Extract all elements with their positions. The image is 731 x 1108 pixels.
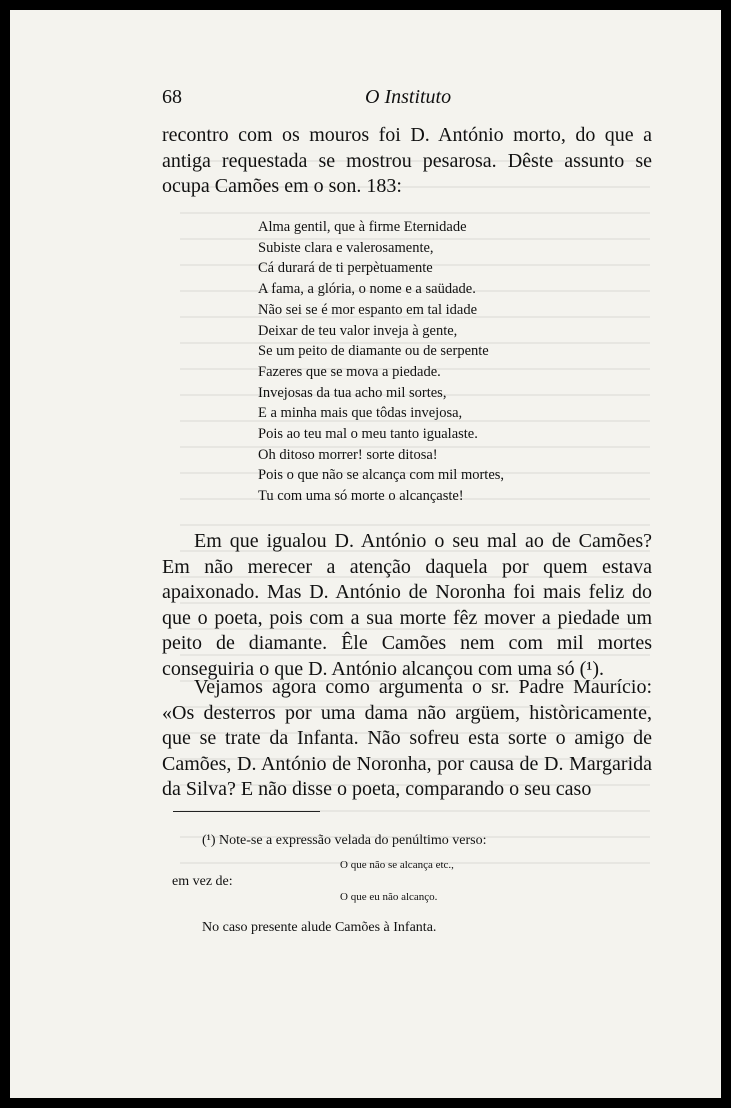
poem-line: Deixar de teu valor inveja à gente, — [258, 322, 458, 339]
running-title: O Instituto — [365, 86, 452, 108]
footnote-quote-2: O que eu não alcanço. — [340, 891, 438, 903]
poem-line: Alma gentil, que à firme Eternidade — [258, 219, 467, 235]
footnote-conclusion: No caso presente alude Camões à Infanta. — [202, 920, 437, 935]
poem-line: A fama, a glória, o nome e a saüdade. — [258, 281, 476, 298]
poem-line: Oh ditoso morrer! sorte ditosa! — [258, 446, 438, 463]
footnote-note: (¹) Note-se a expressão velada do penúltimo verso: — [202, 833, 487, 848]
paragraph-2-text: Em que igualou D. António o seu mal ao de Camões? Em não merecer a atenção daquela por quem estava apaixonado. Mas D. António de Noronha foi mais feliz do que o poeta, pois com a sua morte fêz mover a piedade um peito de diamante. Êle Camões nem com mil mortes conseguiria o que D. António alcançou com uma só (¹). — [162, 530, 652, 680]
poem-line: Subiste clara e valerosamente, — [258, 239, 434, 256]
footnote-rule — [173, 811, 320, 812]
book-page — [10, 10, 721, 1098]
poem-line: Pois o que não se alcança com mil mortes, — [258, 467, 505, 484]
paragraph-3 — [162, 675, 652, 803]
sonnet — [258, 217, 558, 507]
poem-line: Tu com uma só morte o alcançaste! — [258, 488, 464, 505]
page-number: 68 — [162, 86, 182, 108]
poem-line: Fazeres que se mova a piedade. — [258, 363, 441, 380]
footnote-instead: em vez de: — [172, 874, 233, 889]
poem-line: Pois ao teu mal o meu tanto igualaste. — [258, 426, 478, 443]
footnote-quote-1: O que não se alcança etc., — [340, 859, 454, 871]
paragraph-3-text: Vejamos agora como argumenta o sr. Padre Maurício: «Os desterros por uma dama não argüem, històricamente, que se trate da Infanta. Não sofreu esta sorte o amigo de Camões, D. António de Noronha, por causa de D. Margarida da Silva? E não disse o poeta, comparando o seu caso — [162, 676, 652, 801]
poem-line: Se um peito de diamante ou de serpente — [258, 343, 489, 360]
poem-line: Não sei se é mor espanto em tal idade — [258, 301, 478, 318]
paragraph-1: recontro com os mouros foi D. António morto, do que a antiga requestada se mostrou pesarosa. Dêste assunto se ocupa Camões em o son. 183: — [162, 124, 652, 198]
page-header — [162, 86, 652, 110]
poem-line: E a minha mais que tôdas invejosa, — [258, 405, 463, 422]
poem-line: Cá durará de ti perpètuamente — [258, 260, 433, 277]
paragraph-2 — [162, 529, 652, 683]
poem-line: Invejosas da tua acho mil sortes, — [258, 384, 447, 401]
